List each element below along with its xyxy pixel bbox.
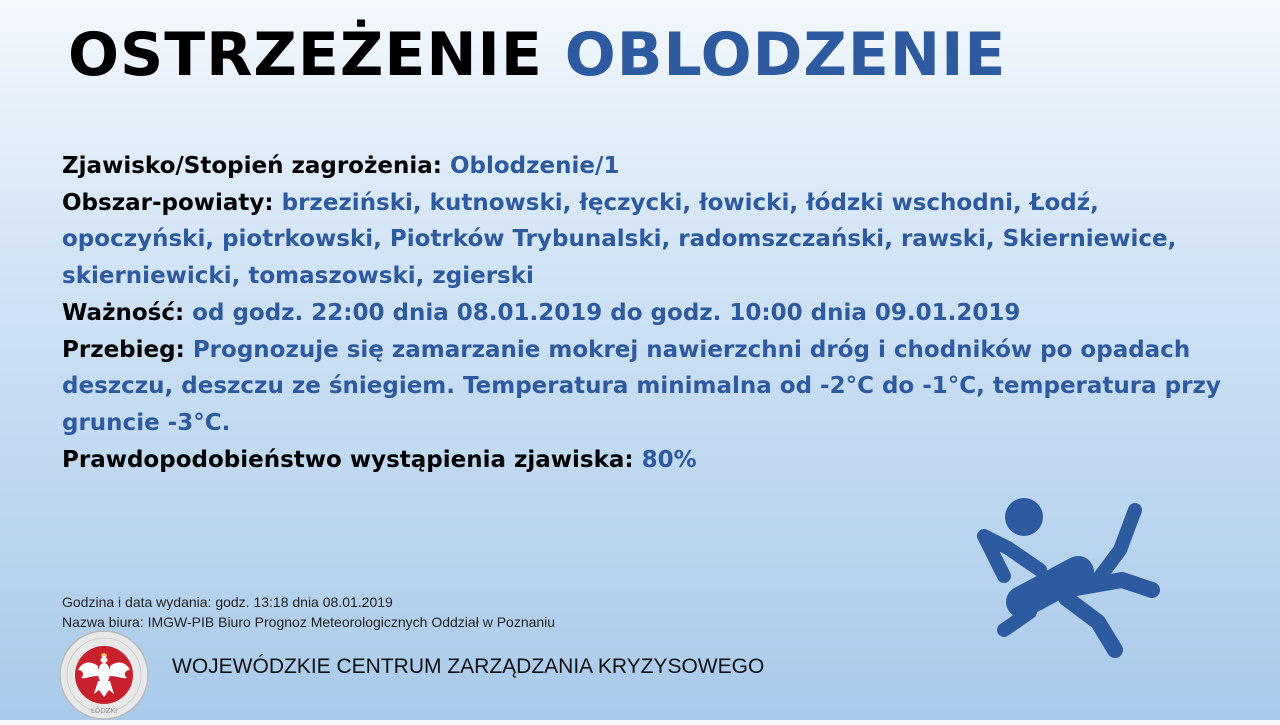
- area-row: [62, 185, 1242, 295]
- title-phenomenon-word: OBLODZENIE: [564, 20, 1007, 90]
- phenomenon-value: Oblodzenie/1: [449, 153, 620, 179]
- area-value: brzeziński, kutnowski, łęczycki, łowicki, łódzki wschodni, Łodź, opoczyński, piotrkowski, Piotrków Trybunalski, radomszczański, rawski, Skierniewice, skierniewicki, tomaszowski, zgierski: [62, 189, 1177, 290]
- issue-info: [62, 592, 555, 632]
- area-label: Obszar-powiaty:: [62, 189, 274, 216]
- svg-text:ŁÓDZKI: ŁÓDZKI: [90, 707, 118, 715]
- organization-name: WOJEWÓDZKIE CENTRUM ZARZĄDZANIA KRYZYSOWEGO: [172, 655, 765, 678]
- issued-time: Godzina i data wydania: godz. 13:18 dnia 08.01.2019: [62, 594, 393, 610]
- polish-eagle-seal-icon: [52, 630, 156, 720]
- page-title: [68, 22, 1006, 88]
- title-warning-word: OSTRZEŻENIE: [68, 20, 543, 90]
- course-row: [62, 332, 1242, 442]
- phenomenon-row: [62, 148, 1242, 185]
- phenomenon-label: Zjawisko/Stopień zagrożenia:: [62, 153, 442, 179]
- probability-label: Prawdopodobieństwo wystąpienia zjawiska:: [62, 446, 634, 473]
- validity-label: Ważność:: [62, 299, 185, 326]
- validity-row: [62, 295, 1242, 332]
- warning-details: [62, 148, 1242, 478]
- course-label: Przebieg:: [62, 336, 185, 363]
- slipping-person-icon: [970, 490, 1170, 670]
- course-value: Prognozuje się zamarzanie mokrej nawierzchni dróg i chodników po opadach deszczu, deszczu ze śniegiem. Temperatura minimalna od -2°C do -1°C, temperatura przy gruncie -3°C.: [62, 336, 1221, 436]
- validity-value: od godz. 22:00 dnia 08.01.2019 do godz. 10:00 dnia 09.01.2019: [192, 299, 1021, 326]
- probability-row: [62, 442, 1242, 479]
- probability-value: 80%: [641, 446, 697, 473]
- issuing-office: Nazwa biura: IMGW-PIB Biuro Prognoz Meteorologicznych Oddział w Poznaniu: [62, 614, 556, 630]
